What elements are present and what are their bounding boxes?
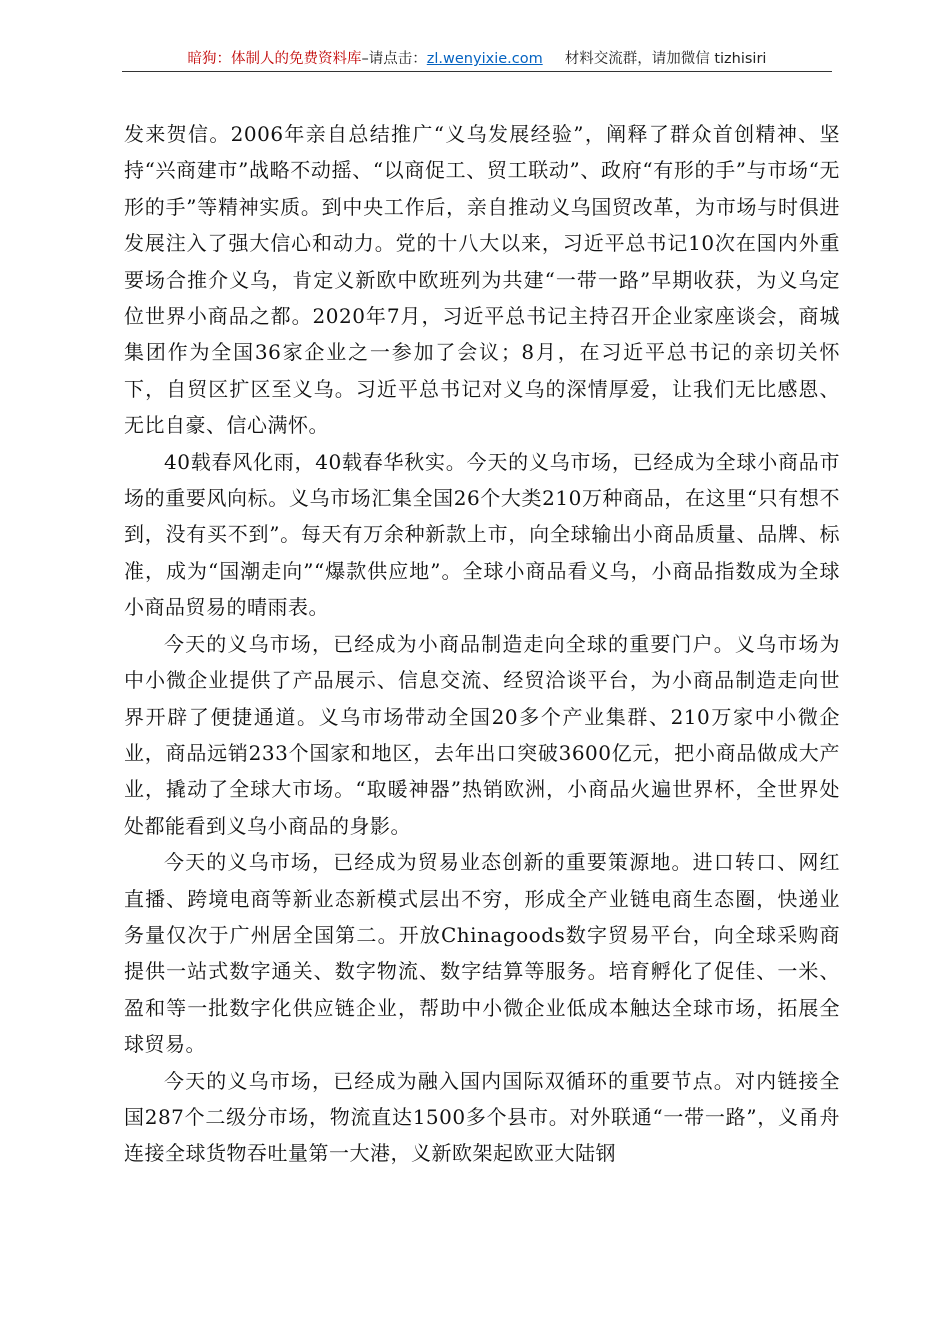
header-prompt: –请点击： bbox=[361, 51, 427, 67]
paragraph-1: 发来贺信。2006年亲自总结推广“义乌发展经验”，阐释了群众首创精神、坚持“兴商建市”战略不动摇、“以商促工、贸工联动”、政府“有形的手”与市场“无形的手”等精神实质。到中央工作后，亲自推动义乌国贸改革，为市场与时俱进发展注入了强大信心和动力。党的十八大以来，习近平总书记10次在国内外重要场合推介义乌，肯定义新欧中欧班列为共建“一带一路”早期收获，为义乌定位世界小商品之都。2020年7月，习近平总书记主持召开企业家座谈会，商城集团作为全国36家企业之一参加了会议；8月，在习近平总书记的亲切关怀下，自贸区扩区至义乌。习近平总书记对义乌的深情厚爱，让我们无比感恩、无比自豪、信心满怀。 bbox=[124, 122, 840, 438]
paragraph-4: 今天的义乌市场，已经成为贸易业态创新的重要策源地。进口转口、网红直播、跨境电商等新业态新模式层出不穷，形成全产业链电商生态圈，快递业务量仅次于广州居全国第二。开放Chinagoods数字贸易平台，向全球采购商提供一站式数字通关、数字物流、数字结算等服务。培育孵化了促佳、一米、盈和等一批数字化供应链企业，帮助中小微企业低成本触达全球市场，拓展全球贸易。 bbox=[124, 850, 840, 1057]
paragraph-3: 今天的义乌市场，已经成为小商品制造走向全球的重要门户。义乌市场为中小微企业提供了产品展示、信息交流、经贸洽谈平台，为小商品制造走向世界开辟了便捷通道。义乌市场带动全国20多个产业集群、210万家中小微企业，商品远销233个国家和地区，去年出口突破3600亿元，把小商品做成大产业，撬动了全球大市场。“取暖神器”热销欧洲，小商品火遍世界杯，全世界处处都能看到义乌小商品的身影。 bbox=[124, 631, 840, 838]
page-header bbox=[122, 50, 832, 76]
header-contact: 材料交流群，请加微信 tizhisiri bbox=[564, 51, 767, 67]
document-body bbox=[124, 116, 840, 1172]
header-brand: 暗狗：体制人的免费资料库 bbox=[187, 51, 362, 67]
paragraph-2: 40载春风化雨，40载春华秋实。今天的义乌市场，已经成为全球小商品市场的重要风向标。义乌市场汇集全国26个大类210万种商品，在这里“只有想不到，没有买不到”。每天有万余种新款上市，向全球输出小商品质量、品牌、标准，成为“国潮走向”“爆款供应地”。全球小商品看义乌，小商品指数成为全球小商品贸易的晴雨表。 bbox=[124, 449, 840, 620]
header-divider bbox=[122, 71, 832, 72]
paragraph-5: 今天的义乌市场，已经成为融入国内国际双循环的重要节点。对内链接全国287个二级分市场，物流直达1500多个县市。对外联通“一带一路”，义甬舟连接全球货物吞吐量第一大港，义新欧架起欧亚大陆钢 bbox=[124, 1068, 840, 1166]
header-link[interactable]: zl.wenyixie.com bbox=[426, 51, 543, 67]
